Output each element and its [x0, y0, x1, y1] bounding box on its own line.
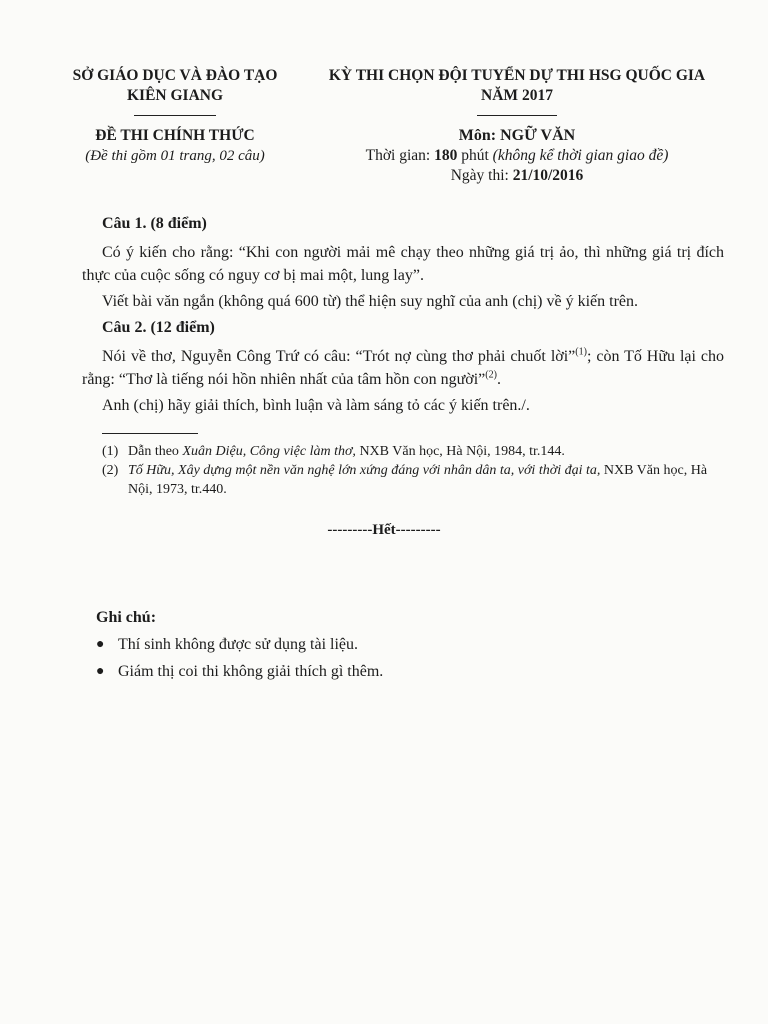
list-item: [96, 633, 696, 656]
exam-divider: [477, 115, 557, 116]
question-1-title: Câu 1. (8 điểm): [102, 215, 207, 232]
question-1-prompt: Có ý kiến cho rằng: “Khi con người mải mê chạy theo những giá trị ảo, thì những giá trị đích thực của cuộc sống có nguy cơ bị mai một, lung lay”.: [82, 244, 724, 284]
end-of-exam-mark: ---------Hết---------: [327, 522, 441, 538]
footnote-divider: [102, 433, 198, 434]
date-line: [302, 166, 732, 186]
question-2-quote-2: ; còn Tố Hữu lại cho rằng: “Thơ là tiếng nói hồn nhiên nhất của tâm hồn con người”: [82, 348, 725, 388]
footnote-publisher: NXB Văn học, Hà Nội, 1984, tr.144.: [355, 444, 565, 459]
subject-line: [302, 126, 732, 146]
exam-info-block: [302, 66, 732, 186]
time-note: (không kể thời gian giao đề): [492, 147, 669, 164]
question-2-period: .: [496, 371, 501, 388]
bullet-icon: ●: [96, 637, 105, 652]
footnote-prefix: Dẫn theo: [128, 444, 183, 459]
subject-label: Môn:: [458, 127, 501, 144]
department-name: SỞ GIÁO DỤC VÀ ĐÀO TẠO: [72, 67, 278, 84]
date-value: 21/10/2016: [512, 167, 584, 184]
subject-value: NGỮ VĂN: [500, 127, 576, 144]
issuer-divider: [134, 115, 216, 116]
footnote-ref-1: (1): [575, 346, 587, 358]
question-1-task: Viết bài văn ngắn (không quá 600 từ) thể hiện suy nghĩ của anh (chị) về ý kiến trên.: [102, 293, 639, 310]
issuer-block: [52, 66, 298, 166]
time-line: [302, 146, 732, 166]
footnote-text: [128, 442, 724, 461]
province-name: KIÊN GIANG: [126, 87, 224, 104]
note-text: Giám thị coi thi không giải thích gì thêm.: [118, 663, 384, 680]
footnote-number: (1): [102, 444, 119, 459]
date-label: Ngày thi:: [450, 167, 513, 184]
note-text: Thí sinh không được sử dụng tài liệu.: [118, 636, 359, 653]
footnote-2: [102, 461, 724, 499]
notes-list: [96, 633, 696, 683]
pages-note: (Đề thi gồm 01 trang, 02 câu): [85, 148, 265, 164]
question-2-quote-1: Nói về thơ, Nguyễn Công Trứ có câu: “Trót nợ cùng thơ phải chuốt lời”: [102, 348, 576, 365]
exam-content: [82, 212, 724, 499]
footnote-publisher: NXB Văn học, Hà Nội, 1973, tr.440.: [128, 463, 708, 497]
footnote-ref-2: (2): [485, 369, 497, 381]
official-exam-label: ĐỀ THI CHÍNH THỨC: [95, 127, 255, 144]
footnotes: [102, 442, 724, 499]
time-label: Thời gian:: [365, 147, 435, 164]
notes-title: Ghi chú:: [96, 609, 157, 626]
question-2-task: Anh (chị) hãy giải thích, bình luận và làm sáng tỏ các ý kiến trên./.: [102, 397, 530, 414]
time-value: 180: [434, 147, 458, 164]
footnote-1: [102, 442, 724, 461]
footnote-source: Tố Hữu, Xây dựng một nền văn nghệ lớn xứng đáng với nhân dân ta, với thời đại ta,: [128, 463, 601, 478]
notes-section: [96, 606, 696, 687]
exam-name: KỲ THI CHỌN ĐỘI TUYỂN DỰ THI HSG QUỐC GIA: [328, 67, 706, 84]
question-2-prompt: [82, 345, 724, 391]
list-item: [96, 660, 696, 683]
question-2-title: Câu 2. (12 điểm): [102, 319, 215, 336]
footnote-source: Xuân Diệu, Công việc làm thơ,: [182, 444, 356, 459]
footnote-number: (2): [102, 463, 119, 478]
time-unit: phút: [457, 147, 493, 164]
footnote-text: [128, 461, 724, 499]
exam-year: NĂM 2017: [481, 87, 553, 104]
bullet-icon: ●: [96, 664, 105, 679]
